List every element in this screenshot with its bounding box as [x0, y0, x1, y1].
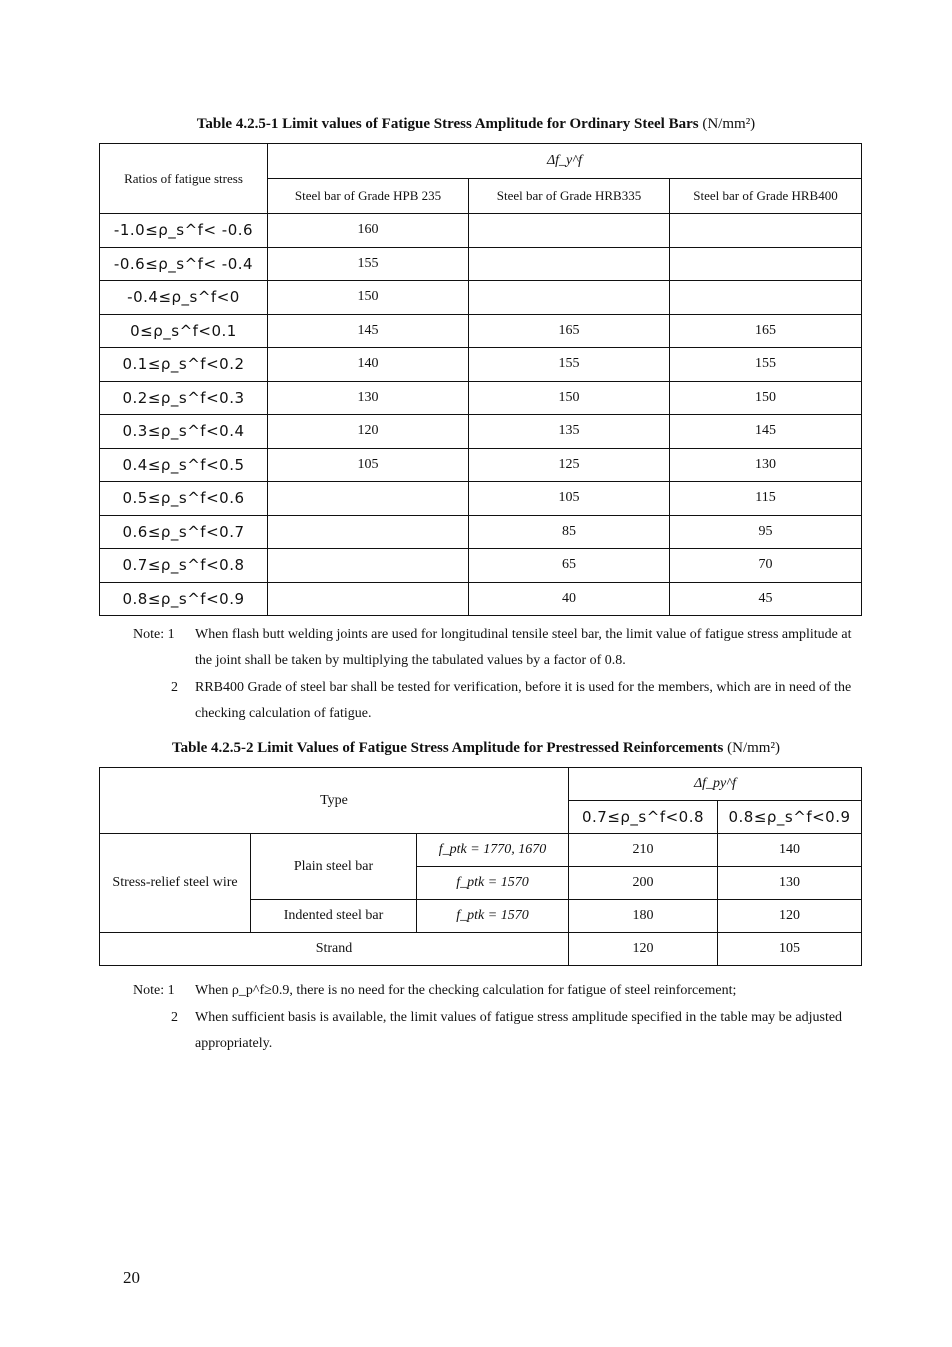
fptk-cell: f_ptk = 1570 — [417, 867, 569, 900]
value-cell — [469, 281, 670, 315]
table1-note-2 — [133, 675, 863, 727]
fptk-cell: f_ptk = 1770, 1670 — [417, 834, 569, 867]
strand-cell: Strand — [100, 933, 569, 966]
value-cell — [469, 247, 670, 281]
page-number: 20 — [123, 1268, 140, 1287]
note-label: Note: 1 — [133, 983, 175, 998]
fptk-cell: f_ptk = 1570 — [417, 900, 569, 933]
col-header-0.7-0.8: 0.7≤ρ_s^f<0.8 — [569, 801, 718, 834]
note-text: RRB400 Grade of steel bar shall be tested for verification, before it is used for the members, which are in need of the checking calculation of fatigue. — [195, 680, 852, 721]
table-row — [100, 582, 862, 616]
ratio-cell: -0.4≤ρ_s^f<0 — [100, 281, 268, 315]
value-cell: 45 — [670, 582, 862, 616]
value-cell — [670, 247, 862, 281]
fatigue-table-prestressed — [99, 767, 862, 966]
note-label: 2 — [171, 680, 178, 695]
value-cell: 70 — [670, 549, 862, 583]
value-cell: 165 — [670, 314, 862, 348]
ratio-cell: 0.6≤ρ_s^f<0.7 — [100, 515, 268, 549]
table-row — [100, 482, 862, 516]
table1-body — [100, 214, 862, 616]
note-label: 2 — [171, 1010, 178, 1025]
table2-note-1 — [133, 978, 863, 1004]
note-label: Note: 1 — [133, 627, 175, 642]
ratio-cell: 0.1≤ρ_s^f<0.2 — [100, 348, 268, 382]
value-cell: 95 — [670, 515, 862, 549]
ratio-cell: -1.0≤ρ_s^f< -0.6 — [100, 214, 268, 248]
value-cell: 105 — [469, 482, 670, 516]
value-cell: 145 — [670, 415, 862, 449]
value-cell: 115 — [670, 482, 862, 516]
value-cell: 155 — [268, 247, 469, 281]
ratio-cell: 0.2≤ρ_s^f<0.3 — [100, 381, 268, 415]
value-cell — [469, 214, 670, 248]
note-text: When flash butt welding joints are used for longitudinal tensile steel bar, the limit value of fatigue stress amplitude at the joint shall be taken by multiplying the tabulated values by a factor of 0.8. — [195, 627, 852, 668]
stress-relief-wire-cell: Stress-relief steel wire — [100, 834, 251, 933]
value-cell — [268, 482, 469, 516]
table-row — [100, 549, 862, 583]
table-row — [100, 515, 862, 549]
value-cell: 105 — [268, 448, 469, 482]
value-cell: 120 — [718, 900, 862, 933]
value-cell — [268, 515, 469, 549]
delta-fpy-header: Δf_py^f — [569, 768, 862, 801]
plain-steel-bar-cell: Plain steel bar — [251, 834, 417, 900]
table-row — [100, 415, 862, 449]
table1-unit: (N/mm²) — [702, 116, 756, 132]
table2-unit: (N/mm²) — [727, 740, 780, 756]
col-header-hrb400: Steel bar of Grade HRB400 — [670, 179, 862, 214]
ratio-cell: 0.5≤ρ_s^f<0.6 — [100, 482, 268, 516]
table2-title: Table 4.2.5-2 Limit Values of Fatigue Stress Amplitude for Prestressed Reinforcements — [172, 740, 724, 756]
ratio-cell: -0.6≤ρ_s^f< -0.4 — [100, 247, 268, 281]
delta-f-header: Δf_y^f — [268, 144, 862, 179]
type-header: Type — [100, 768, 569, 834]
ratio-cell: 0.8≤ρ_s^f<0.9 — [100, 582, 268, 616]
value-cell: 85 — [469, 515, 670, 549]
table-row — [100, 247, 862, 281]
value-cell: 130 — [670, 448, 862, 482]
ratio-header: Ratios of fatigue stress — [100, 144, 268, 214]
note-text: When sufficient basis is available, the limit values of fatigue stress amplitude specified in the table may be adjusted appropriately. — [195, 1010, 843, 1051]
value-cell: 155 — [469, 348, 670, 382]
value-cell: 65 — [469, 549, 670, 583]
value-cell: 105 — [718, 933, 862, 966]
table2-caption — [0, 740, 952, 757]
value-cell: 120 — [268, 415, 469, 449]
value-cell: 200 — [569, 867, 718, 900]
value-cell: 130 — [718, 867, 862, 900]
value-cell: 140 — [718, 834, 862, 867]
value-cell: 165 — [469, 314, 670, 348]
ratio-cell: 0≤ρ_s^f<0.1 — [100, 314, 268, 348]
value-cell: 145 — [268, 314, 469, 348]
table-row — [100, 381, 862, 415]
value-cell: 160 — [268, 214, 469, 248]
table-row — [100, 214, 862, 248]
table2-note-2 — [133, 1005, 863, 1057]
fatigue-table-ordinary-steel — [99, 143, 862, 616]
table-row — [100, 314, 862, 348]
table-row — [100, 281, 862, 315]
table1-caption — [0, 116, 952, 133]
value-cell: 210 — [569, 834, 718, 867]
value-cell: 140 — [268, 348, 469, 382]
value-cell: 150 — [670, 381, 862, 415]
ratio-cell: 0.4≤ρ_s^f<0.5 — [100, 448, 268, 482]
value-cell: 150 — [268, 281, 469, 315]
value-cell: 155 — [670, 348, 862, 382]
col-header-0.8-0.9: 0.8≤ρ_s^f<0.9 — [718, 801, 862, 834]
ratio-cell: 0.3≤ρ_s^f<0.4 — [100, 415, 268, 449]
value-cell: 40 — [469, 582, 670, 616]
value-cell — [670, 214, 862, 248]
value-cell: 130 — [268, 381, 469, 415]
value-cell: 150 — [469, 381, 670, 415]
table1-note-1 — [133, 622, 863, 674]
value-cell: 135 — [469, 415, 670, 449]
indented-steel-bar-cell: Indented steel bar — [251, 900, 417, 933]
value-cell: 120 — [569, 933, 718, 966]
value-cell — [268, 549, 469, 583]
ratio-cell: 0.7≤ρ_s^f<0.8 — [100, 549, 268, 583]
table-row — [100, 448, 862, 482]
note-text: When ρ_p^f≥0.9, there is no need for the checking calculation for fatigue of steel reinforcement; — [195, 983, 737, 998]
value-cell — [670, 281, 862, 315]
col-header-hrb335: Steel bar of Grade HRB335 — [469, 179, 670, 214]
table-row — [100, 348, 862, 382]
value-cell: 180 — [569, 900, 718, 933]
col-header-hpb235: Steel bar of Grade HPB 235 — [268, 179, 469, 214]
table1-title: Table 4.2.5-1 Limit values of Fatigue Stress Amplitude for Ordinary Steel Bars — [196, 116, 699, 132]
value-cell: 125 — [469, 448, 670, 482]
value-cell — [268, 582, 469, 616]
